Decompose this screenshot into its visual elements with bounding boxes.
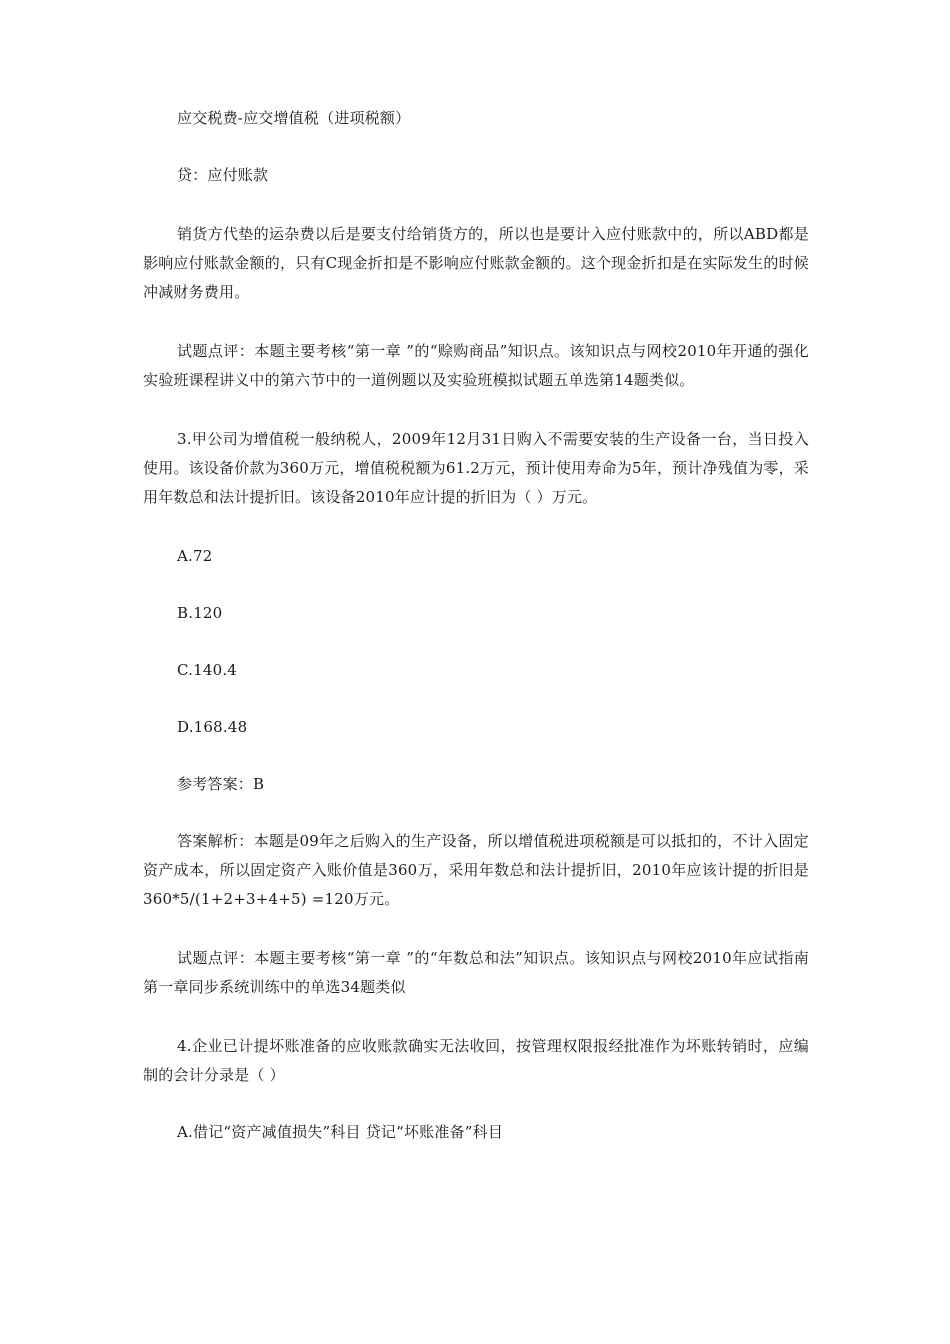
option-b: B.120: [177, 604, 223, 622]
option-c: C.140.4: [177, 661, 238, 679]
option-a: A.72: [177, 547, 213, 565]
question-4: 4.企业已计提坏账准备的应收账款确实无法收回，按管理权限报经批准作为坏账转销时，应编制的会计分录是（ ）: [143, 1037, 809, 1084]
option-a-q4: A.借记“资产减值损失”科目 贷记“坏账准备”科目: [177, 1123, 504, 1141]
review-paragraph-q2: 试题点评：本题主要考核“第一章 ”的“赊购商品”知识点。该知识点与网校2010年开通的强化实验班课程讲义中的第六节中的一道例题以及实验班模拟试题五单选第14题类似。: [143, 342, 809, 389]
explanation-paragraph: 销货方代垫的运杂费以后是要支付给销货方的，所以也是要计入应付账款中的，所以ABD都是影响应付账款金额的，只有C现金折扣是不影响应付账款金额的。这个现金折扣是在实际发生的时候冲减财务费用。: [143, 225, 809, 301]
answer-explanation: 答案解析：本题是09年之后购入的生产设备，所以增值税进项税额是可以抵扣的，不计入固定资产成本，所以固定资产入账价值是360万，采用年数总和法计提折旧，2010年应该计提的折旧是360*5/(1+2+3+4+5) =120万元。: [143, 832, 809, 908]
option-d: D.168.48: [177, 718, 248, 736]
reference-answer: 参考答案：B: [177, 775, 265, 793]
review-paragraph-q3: 试题点评：本题主要考核“第一章 ”的“年数总和法”知识点。该知识点与网校2010年应试指南第一章同步系统训练中的单选34题类似: [143, 949, 809, 996]
document-body: [143, 104, 809, 1147]
question-3: 3.甲公司为增值税一般纳税人，2009年12月31日购入不需要安装的生产设备一台，当日投入使用。该设备价款为360万元，增值税税额为61.2万元，预计使用寿命为5年，预计净残值为零，采用年数总和法计提折旧。该设备2010年应计提的折旧为（ ）万元。: [143, 430, 809, 506]
entry-line-vat: 应交税费-应交增值税（进项税额）: [177, 109, 411, 127]
entry-line-credit: 贷：应付账款: [177, 166, 269, 184]
